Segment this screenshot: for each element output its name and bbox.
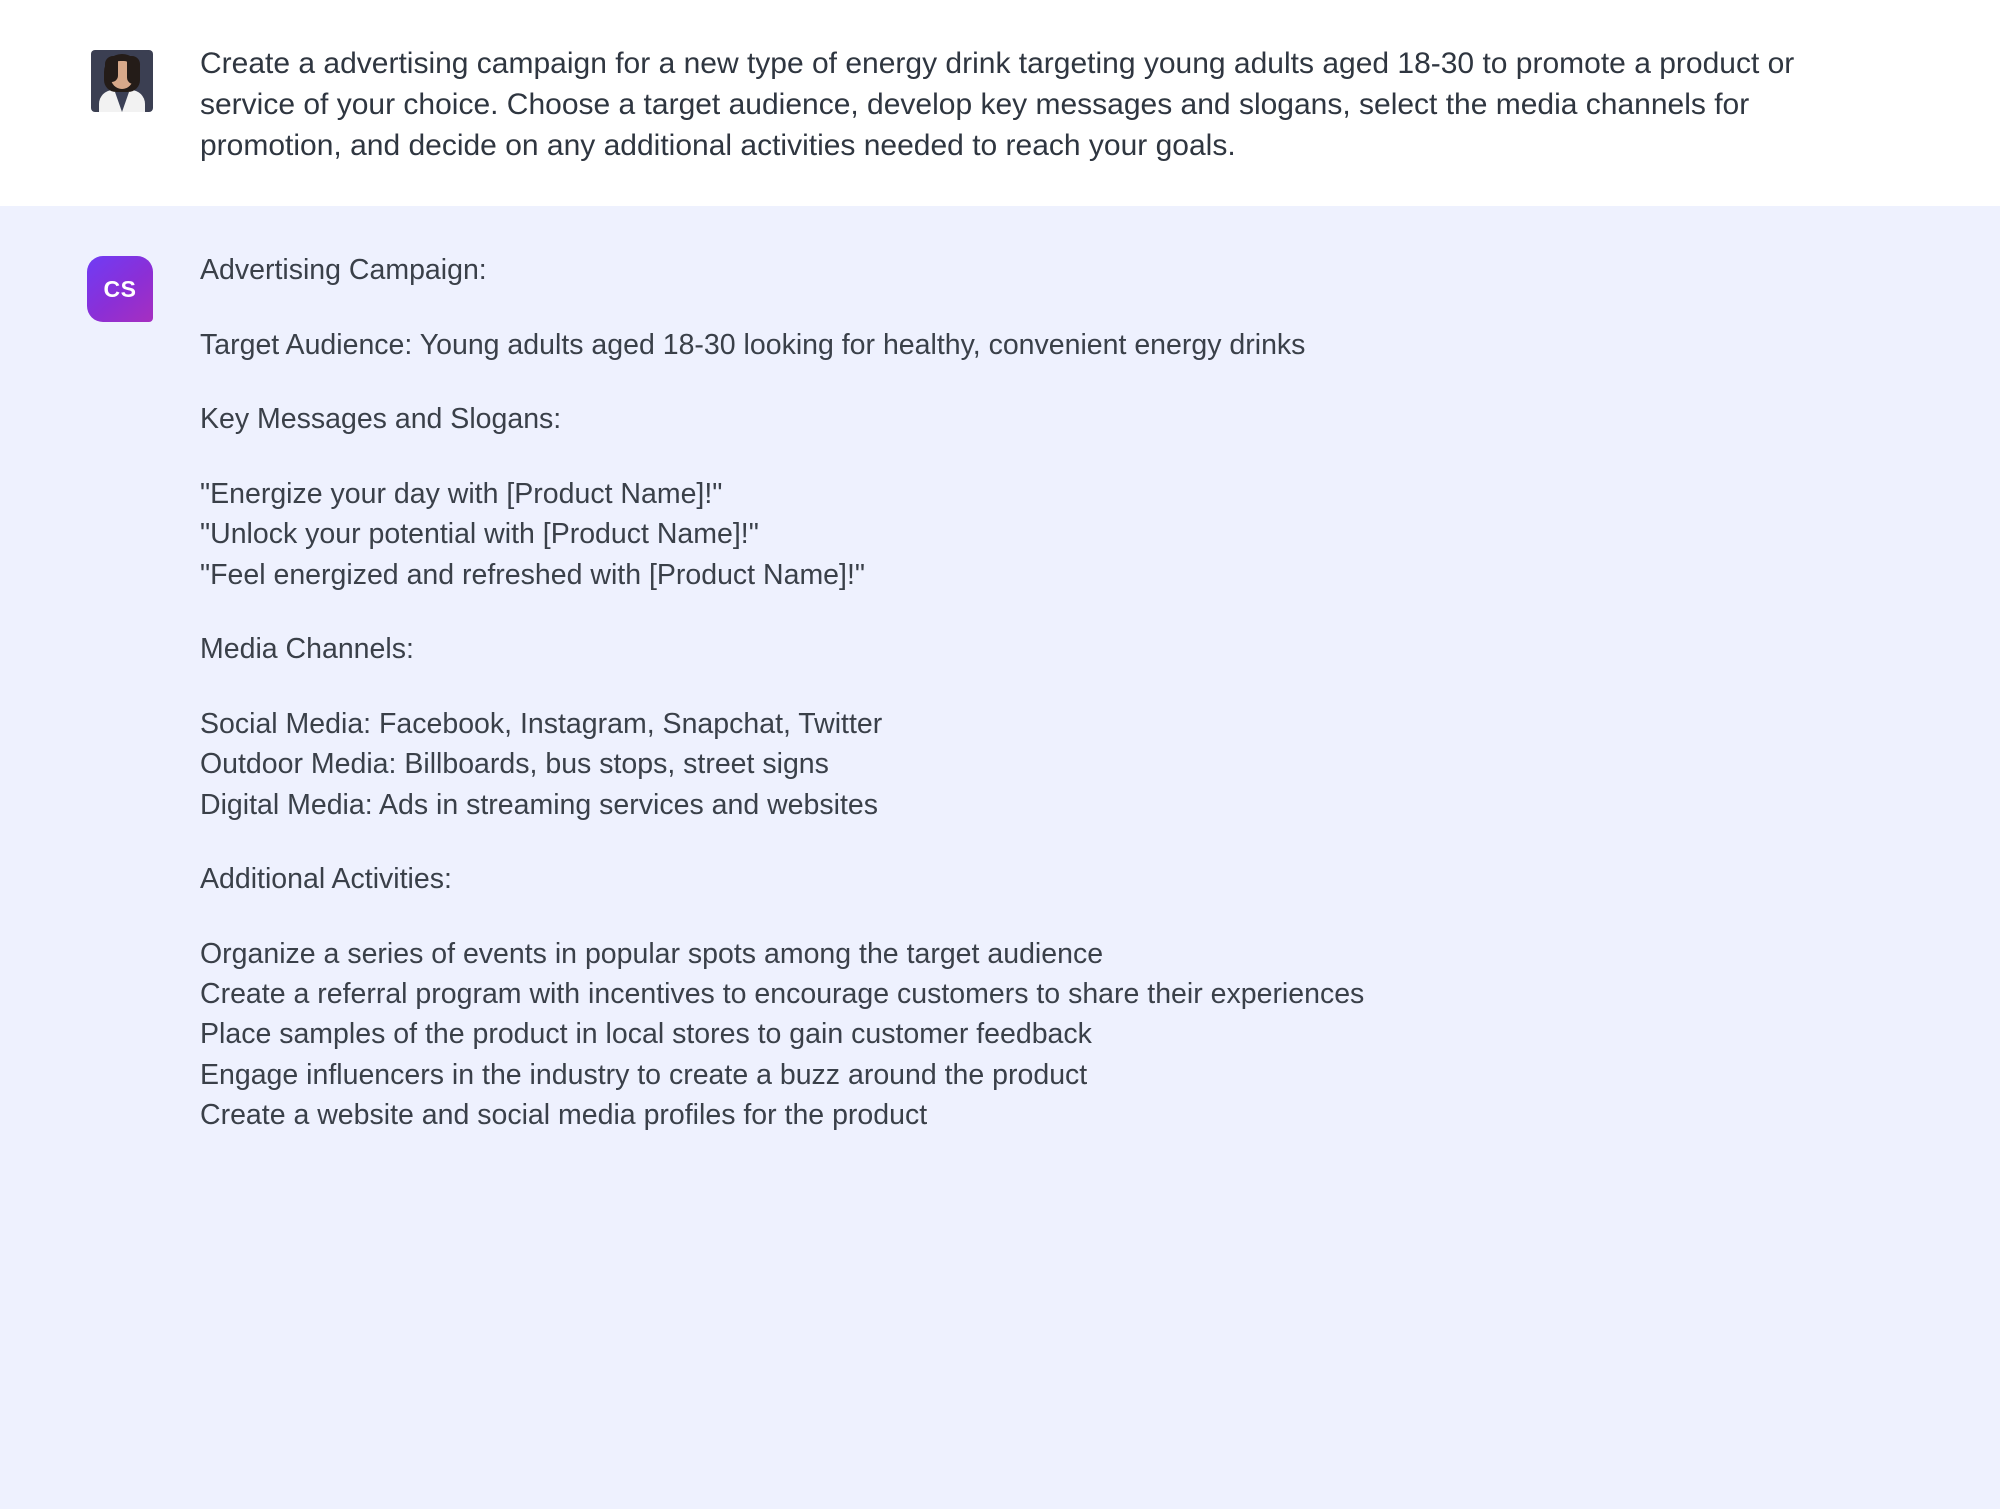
slogan-item: "Energize your day with [Product Name]!" (200, 477, 723, 510)
assistant-avatar-label: CS (103, 275, 137, 302)
activity-item: Organize a series of events in popular spots among the target audience (200, 937, 1104, 970)
activity-item: Place samples of the product in local stores to gain customer feedback (200, 1018, 1092, 1051)
media-channel-item: Outdoor Media: Billboards, bus stops, street signs (200, 748, 829, 781)
additional-activities-list (200, 934, 1840, 1136)
media-channels-list (200, 704, 1840, 825)
assistant-message-body (200, 250, 1960, 1136)
campaign-heading: Advertising Campaign: (200, 254, 487, 287)
user-message-body (200, 44, 1960, 166)
activity-item: Engage influencers in the industry to create a buzz around the product (200, 1058, 1088, 1091)
target-audience-text: Target Audience: Young adults aged 18-30 looking for healthy, convenient energy drinks (200, 328, 1306, 361)
user-avatar-column (0, 44, 200, 112)
assistant-avatar-logo (87, 256, 153, 322)
media-channel-item: Digital Media: Ads in streaming services and websites (200, 788, 878, 821)
additional-activities-heading: Additional Activities: (200, 863, 452, 896)
media-channel-item: Social Media: Facebook, Instagram, Snapchat, Twitter (200, 707, 883, 740)
activity-item: Create a website and social media profiles for the product (200, 1099, 928, 1132)
activity-item: Create a referral program with incentives to encourage customers to share their experiences (200, 978, 1365, 1011)
user-avatar-photo (91, 50, 153, 112)
user-prompt-text: Create a advertising campaign for a new type of energy drink targeting young adults aged 18-30 to promote a product or service of your choice. Choose a target audience, develop key messages and slogans, select the media channels for promotion, and decide on any additional activities needed to reach your goals. (200, 47, 1795, 162)
slogan-item: "Feel energized and refreshed with [Product Name]!" (200, 558, 865, 591)
slogan-list (200, 474, 1840, 595)
slogan-item: "Unlock your potential with [Product Name]!" (200, 518, 759, 551)
media-channels-heading: Media Channels: (200, 633, 414, 666)
user-message (0, 0, 2000, 206)
key-messages-heading: Key Messages and Slogans: (200, 403, 562, 436)
assistant-message (0, 206, 2000, 1509)
assistant-avatar-column (0, 250, 200, 322)
